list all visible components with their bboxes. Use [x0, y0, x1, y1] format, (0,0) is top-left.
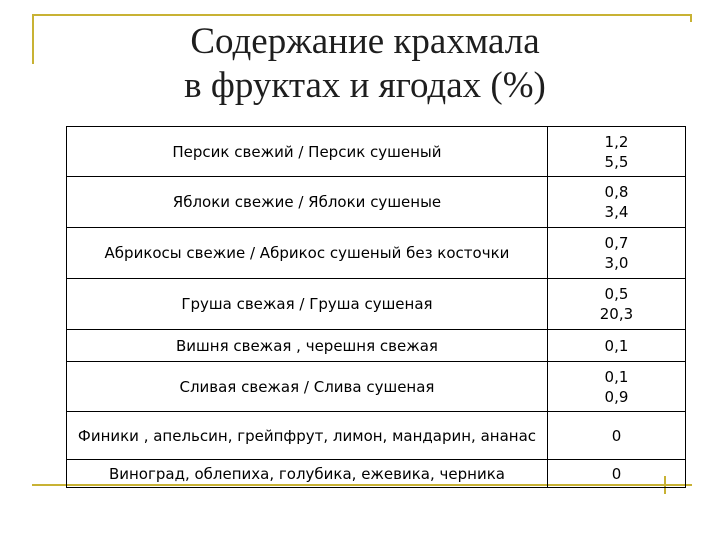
starch-value: 0 — [611, 464, 622, 483]
product-name-cell: Персик свежий / Персик сушеный — [67, 127, 548, 177]
starch-value-cell — [547, 177, 685, 228]
starch-value: 0,9 — [604, 387, 629, 406]
starch-value: 3,4 — [604, 203, 629, 221]
starch-value-cell — [547, 127, 685, 177]
starch-value-cell — [547, 362, 685, 412]
product-name-cell: Сливая свежая / Слива сушеная — [67, 362, 548, 412]
decorative-vertical-line — [32, 14, 34, 64]
table-row — [67, 177, 686, 228]
title-line-2: в фруктах и ягодах (%) — [184, 65, 546, 106]
table-row — [67, 228, 686, 279]
product-name-cell: Яблоки свежие / Яблоки сушеные — [67, 177, 548, 228]
product-name-cell: Вишня свежая , черешня свежая — [67, 330, 548, 362]
product-name-cell: Финики , апельсин, грейпфрут, лимон, мандарин, ананас — [67, 412, 548, 460]
starch-value-cell — [547, 460, 685, 488]
starch-value: 1,2 — [604, 132, 629, 151]
starch-value: 0,7 — [604, 234, 629, 252]
starch-value-cell — [547, 228, 685, 279]
decorative-top-right-tick — [690, 14, 692, 22]
table-row — [67, 330, 686, 362]
starch-value: 0 — [611, 426, 622, 445]
starch-value: 0,8 — [604, 183, 629, 201]
starch-value-cell — [547, 279, 685, 330]
table-row — [67, 362, 686, 412]
starch-value: 0,1 — [604, 336, 629, 355]
starch-value: 20,3 — [599, 305, 634, 323]
table-row — [67, 279, 686, 330]
product-name-cell: Груша свежая / Груша сушеная — [67, 279, 548, 330]
title-line-1: Содержание крахмала — [190, 21, 540, 62]
product-name-cell: Абрикосы свежие / Абрикос сушеный без косточки — [67, 228, 548, 279]
starch-value: 5,5 — [604, 152, 629, 171]
starch-value-cell — [547, 412, 685, 460]
starch-table — [66, 126, 686, 488]
table-row — [67, 127, 686, 177]
decorative-top-line — [32, 14, 692, 16]
slide-title — [110, 20, 620, 108]
table-row — [67, 412, 686, 460]
table-row — [67, 460, 686, 488]
product-name-cell: Виноград, облепиха, голубика, ежевика, черника — [67, 460, 548, 488]
starch-value: 0,5 — [604, 285, 629, 303]
starch-value-cell — [547, 330, 685, 362]
starch-value: 0,1 — [604, 367, 629, 386]
starch-value: 3,0 — [604, 254, 629, 272]
